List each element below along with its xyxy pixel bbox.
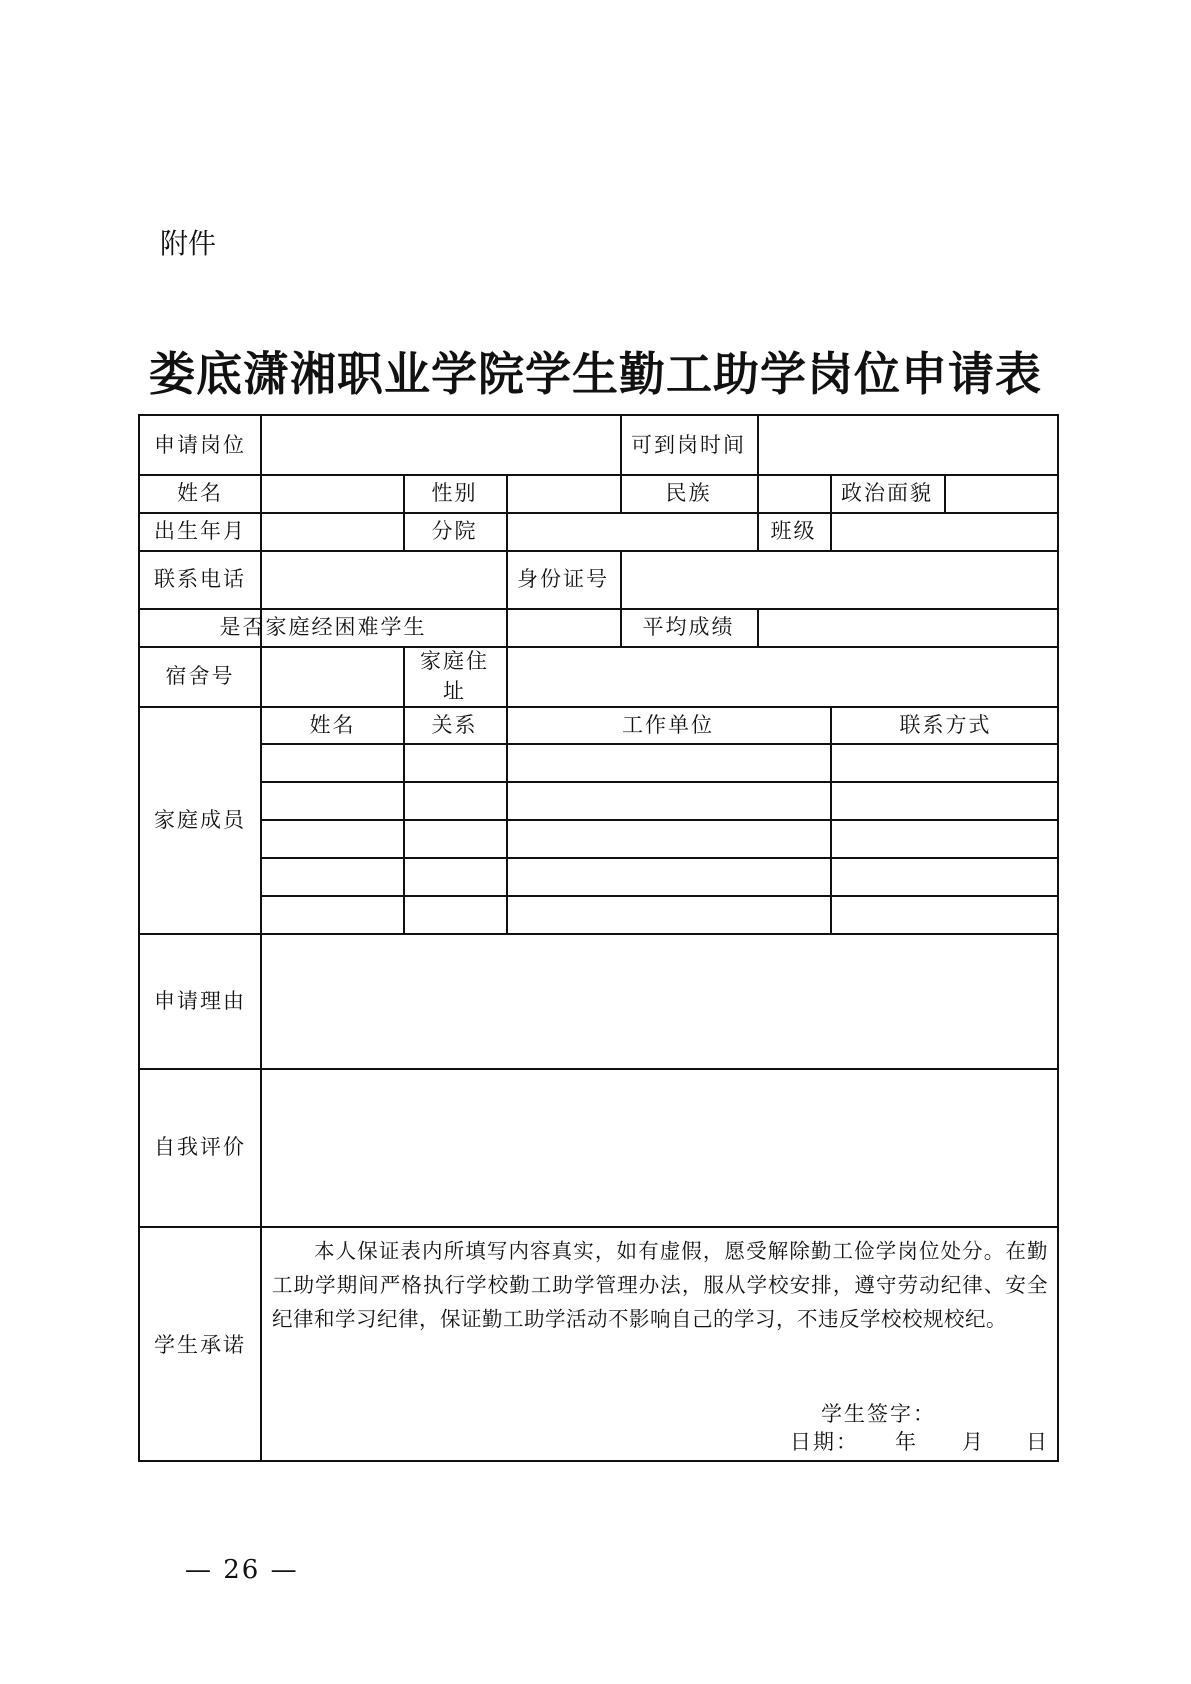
- row-line: [140, 1226, 1059, 1228]
- address-label: [403, 646, 506, 706]
- gender-field[interactable]: [508, 474, 620, 512]
- date-month: 月: [962, 1430, 985, 1454]
- gpa-field[interactable]: [759, 608, 1059, 646]
- family-col-relation: 关系: [431, 712, 478, 737]
- family-col-name: 姓名: [309, 712, 356, 737]
- dorm-field[interactable]: [262, 646, 403, 706]
- family-col-work-unit: 工作单位: [622, 712, 714, 737]
- branch-label: 分院: [431, 519, 478, 543]
- gpa-label: 平均成绩: [642, 615, 735, 639]
- phone-field[interactable]: [262, 550, 506, 608]
- apply-post-label: 申请岗位: [154, 433, 246, 457]
- id-number-label: 身份证号: [517, 567, 609, 591]
- attachment-label: 附件: [160, 227, 217, 260]
- family-row-5[interactable]: [262, 897, 1059, 933]
- hardship-field[interactable]: [508, 608, 620, 646]
- name-label: 姓名: [177, 481, 223, 505]
- ethnicity-field[interactable]: [759, 474, 830, 512]
- family-row-2[interactable]: [262, 783, 1059, 819]
- branch-field[interactable]: [508, 512, 757, 550]
- hardship-label: 是否家庭经困难学生: [219, 615, 427, 639]
- birth-label: 出生年月: [154, 519, 246, 543]
- application-form-table: [138, 414, 1059, 1462]
- political-status-field[interactable]: [946, 474, 1059, 512]
- gender-label: 性别: [431, 481, 478, 505]
- pledge-label: 学生承诺: [154, 1333, 246, 1357]
- date-year: 年: [895, 1430, 918, 1454]
- phone-label: 联系电话: [154, 567, 246, 591]
- family-row-4[interactable]: [262, 859, 1059, 895]
- form-title: 娄底潇湘职业学院学生勤工助学岗位申请表: [149, 347, 1042, 401]
- political-status-label: 政治面貌: [841, 481, 933, 505]
- reason-field[interactable]: [262, 935, 1059, 1068]
- available-time-field[interactable]: [759, 416, 1059, 474]
- family-col-contact: 联系方式: [899, 712, 992, 737]
- student-signature-label[interactable]: 学生签字：: [821, 1402, 936, 1426]
- address-field[interactable]: [508, 646, 1059, 706]
- date-label: 日期：: [790, 1430, 859, 1454]
- family-members-label: 家庭成员: [154, 807, 246, 832]
- available-time-label: 可到岗时间: [631, 433, 746, 457]
- page-number: — 26 —: [185, 1555, 299, 1585]
- self-eval-label: 自我评价: [154, 1135, 246, 1159]
- dorm-label: 宿舍号: [165, 664, 235, 688]
- address-label-line1: 家庭住: [420, 649, 489, 673]
- class-field[interactable]: [832, 512, 1059, 550]
- family-row-1[interactable]: [262, 745, 1059, 781]
- reason-label: 申请理由: [154, 988, 246, 1013]
- class-label: 班级: [770, 519, 817, 543]
- date-day: 日: [1026, 1430, 1049, 1454]
- ethnicity-label: 民族: [665, 481, 712, 505]
- address-label-line2: 址: [443, 679, 466, 703]
- self-eval-field[interactable]: [262, 1070, 1059, 1226]
- apply-post-field[interactable]: [262, 416, 620, 474]
- birth-field[interactable]: [262, 512, 403, 550]
- id-number-field[interactable]: [622, 550, 1059, 608]
- family-row-3[interactable]: [262, 821, 1059, 857]
- name-field[interactable]: [262, 474, 403, 512]
- pledge-text: 本人保证表内所填写内容真实，如有虚假，愿受解除勤工俭学岗位处分。在勤工助学期间严格执行学校勤工助学管理办法，服从学校安排，遵守劳动纪律、安全纪律和学习纪律，保证勤工助学活动不影响自己的学习，不违反学校校规校纪。: [272, 1239, 1048, 1331]
